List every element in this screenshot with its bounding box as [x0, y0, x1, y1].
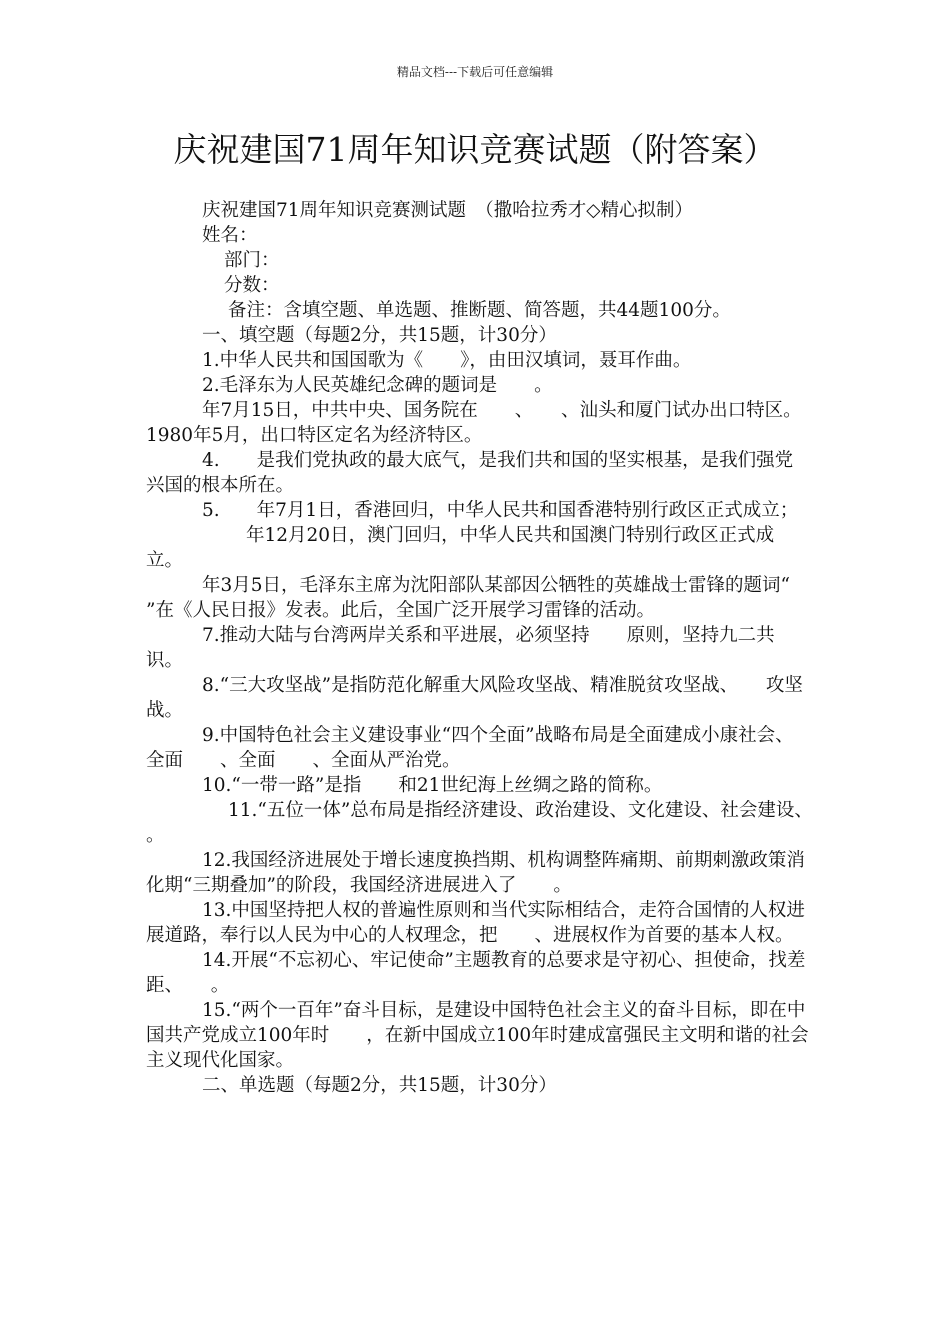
question-13: 13.中国坚持把人权的普遍性原则和当代实际相结合，走符合国情的人权进展道路，奉行以人民为中心的人权理念，把 、进展权作为首要的基本人权。	[146, 900, 805, 946]
question-9: 9.中国特色社会主义建设事业“四个全面”战略布局是全面建成小康社会、全面 、全面 、全面从严治党。	[146, 725, 794, 771]
question-4: 4. 是我们党执政的最大底气，是我们共和国的坚实根基，是我们强党兴国的根本所在。	[146, 450, 794, 496]
question-2: 2.毛泽东为人民英雄纪念碑的题词是 。	[202, 375, 553, 396]
header-note: 精品文档---下载后可任意编辑	[396, 65, 554, 79]
question-6: 年3月5日，毛泽东主席为沈阳部队某部因公牺牲的英雄战士雷锋的题词“ ”在《人民日报》发表。此后，全国广泛开展学习雷锋的活动。	[146, 575, 828, 621]
section-2-heading: 二、单选题（每题2分，共15题，计30分）	[202, 1075, 557, 1096]
section-1-heading: 一、填空题（每题2分，共15题，计30分）	[202, 325, 557, 346]
question-11: 11.“五位一体”总布局是指经济建设、政治建设、文化建设、社会建设、 。	[146, 800, 841, 846]
question-7: 7.推动大陆与台湾两岸关系和平进展，必须坚持 原则，坚持九二共识。	[146, 625, 775, 671]
question-3: 年7月15日，中共中央、国务院在 、 、汕头和厦门试办出口特区。1980年5月，出口特区定名为经济特区。	[146, 400, 802, 446]
subtitle: 庆祝建国71周年知识竞赛测试题 （撒哈拉秀才◇精心拟制）	[202, 200, 694, 221]
name-field-label: 姓名：	[202, 225, 258, 246]
document-title: 庆祝建国71周年知识竞赛试题（附答案）	[173, 130, 777, 169]
question-1: 1.中华人民共和国国歌为《 》，由田汉填词，聂耳作曲。	[202, 350, 692, 371]
question-14: 14.开展“不忘初心、牢记使命”主题教育的总要求是守初心、担使命，找差距、 。	[146, 950, 806, 996]
document-body	[146, 198, 841, 1098]
question-8: 8.“三大攻坚战”是指防范化解重大风险攻坚战、精准脱贫攻坚战、 攻坚战。	[146, 675, 803, 721]
question-10: 10.“一带一路”是指 和21世纪海上丝绸之路的简称。	[202, 775, 663, 796]
remark: 备注：含填空题、单选题、推断题、简答题，共44题100分。	[228, 300, 731, 321]
department-field-label: 部门：	[224, 250, 280, 271]
question-12: 12.我国经济进展处于增长速度换挡期、机构调整阵痛期、前期刺激政策消化期“三期叠加”的阶段，我国经济进展进入了 。	[146, 850, 805, 896]
question-15: 15.“两个一百年”奋斗目标，是建设中国特色社会主义的奋斗目标，即在中国共产党成立100年时 ，在新中国成立100年时建成富强民主文明和谐的社会主义现代化国家。	[146, 1000, 809, 1071]
score-field-label: 分数：	[224, 275, 280, 296]
question-5a: 5. 年7月1日，香港回归，中华人民共和国香港特别行政区正式成立；	[202, 500, 799, 521]
question-5b: 年12月20日，澳门回归，中华人民共和国澳门特别行政区正式成立。	[146, 525, 775, 571]
